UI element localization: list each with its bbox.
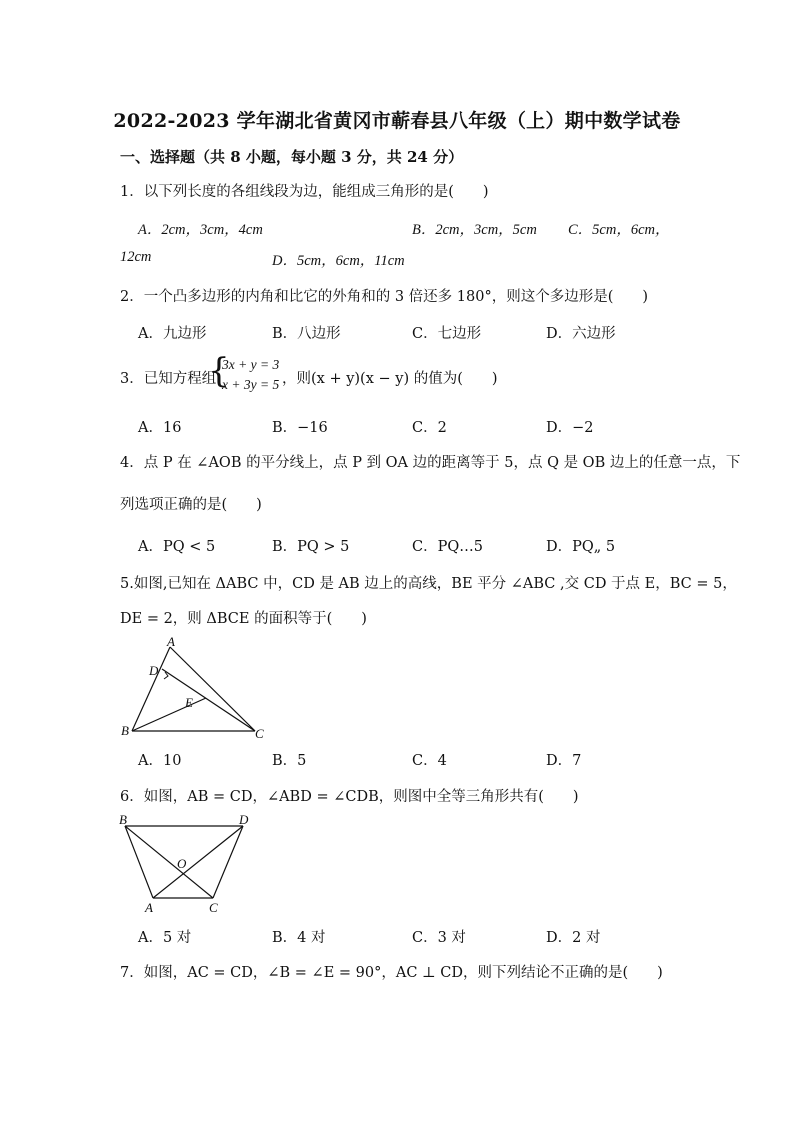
label-a: A: [167, 635, 175, 649]
question-5-stem-line2: DE = 2，则 ΔBCE 的面积等于( ): [120, 611, 367, 627]
question-4-stem-line2: 列选项正确的是( ): [120, 497, 262, 513]
q1-option-c-cont: 12cm: [120, 249, 152, 265]
q2-option-b: B．八边形: [272, 326, 341, 342]
q2-option-a: A．九边形: [138, 326, 207, 342]
q4-option-d: D．PQ„ 5: [546, 539, 616, 555]
q3-option-a: A．16: [138, 420, 182, 436]
q4-option-c: C．PQ…5: [412, 539, 483, 555]
segment-da: [153, 826, 243, 898]
segment-ab: [132, 647, 170, 731]
equation-brace: {: [208, 351, 230, 391]
q1-option-b: B．2cm，3cm，5cm: [412, 222, 537, 238]
equation-2: x + 3y = 5: [222, 377, 280, 392]
question-7-stem: 7．如图，AC = CD，∠B = ∠E = 90°，AC ⊥ CD，则下列结论不正确的是( ): [120, 965, 663, 981]
label-c: C: [209, 900, 218, 915]
q2-option-d: D．六边形: [546, 326, 616, 342]
segment-ac: [170, 647, 255, 731]
q5-option-c: C．4: [412, 753, 447, 769]
q2-option-c: C．七边形: [412, 326, 482, 342]
segment-dc: [213, 826, 243, 898]
equation-1: 3x + y = 3: [222, 357, 280, 372]
q3-option-d: D．−2: [546, 420, 594, 436]
q1-option-d: D．5cm，6cm，11cm: [272, 253, 405, 269]
q4-option-b: B．PQ > 5: [272, 539, 350, 555]
label-d: D: [149, 663, 159, 678]
triangle-abc-figure: [115, 635, 275, 745]
q5-option-a: A．10: [138, 753, 182, 769]
segment-cd: [162, 669, 255, 731]
question-3-suffix: ，则(x + y)(x − y) 的值为( ): [282, 371, 498, 387]
label-d: D: [239, 812, 249, 827]
q1-option-c: C．5cm，6cm，: [568, 222, 670, 238]
label-a: A: [145, 900, 153, 915]
question-4-stem-line1: 4．点 P 在 ∠AOB 的平分线上，点 P 到 OA 边的距离等于 5，点 Q 是 OB 边上的任意一点，下: [120, 455, 741, 471]
q6-option-b: B．4 对: [272, 930, 326, 946]
label-b: B: [119, 812, 127, 827]
label-c: C: [255, 726, 264, 741]
question-6-stem: 6．如图，AB = CD，∠ABD = ∠CDB，则图中全等三角形共有( ): [120, 789, 579, 805]
segment-be: [132, 698, 206, 731]
section-heading: 一、选择题（共 8 小题，每小题 3 分，共 24 分）: [120, 148, 464, 166]
q3-option-b: B．−16: [272, 420, 328, 436]
q6-option-c: C．3 对: [412, 930, 466, 946]
page-title: 2022-2023 学年湖北省黄冈市蕲春县八年级（上）期中数学试卷: [113, 110, 681, 132]
q5-option-d: D．7: [546, 753, 582, 769]
label-e: E: [185, 695, 193, 710]
q6-option-d: D．2 对: [546, 930, 601, 946]
label-o: O: [177, 856, 187, 871]
q5-option-b: B．5: [272, 753, 307, 769]
question-2-stem: 2．一个凸多边形的内角和比它的外角和的 3 倍还多 180°，则这个多边形是( ): [120, 289, 649, 305]
segment-bc: [125, 826, 213, 898]
question-1-stem: 1．以下列长度的各组线段为边，能组成三角形的是( ): [120, 184, 489, 200]
trapezoid-figure: [115, 812, 265, 916]
q1-option-a: A．2cm，3cm，4cm: [138, 222, 263, 238]
question-5-stem-line1: 5.如图,已知在 ΔABC 中，CD 是 AB 边上的高线，BE 平分 ∠ABC ,交 CD 于点 E，BC = 5，: [120, 576, 737, 592]
label-b: B: [121, 723, 129, 738]
q4-option-a: A．PQ < 5: [138, 539, 216, 555]
question-3-prefix: 3．已知方程组: [120, 371, 217, 387]
q6-option-a: A．5 对: [138, 930, 192, 946]
q3-option-c: C．2: [412, 420, 447, 436]
